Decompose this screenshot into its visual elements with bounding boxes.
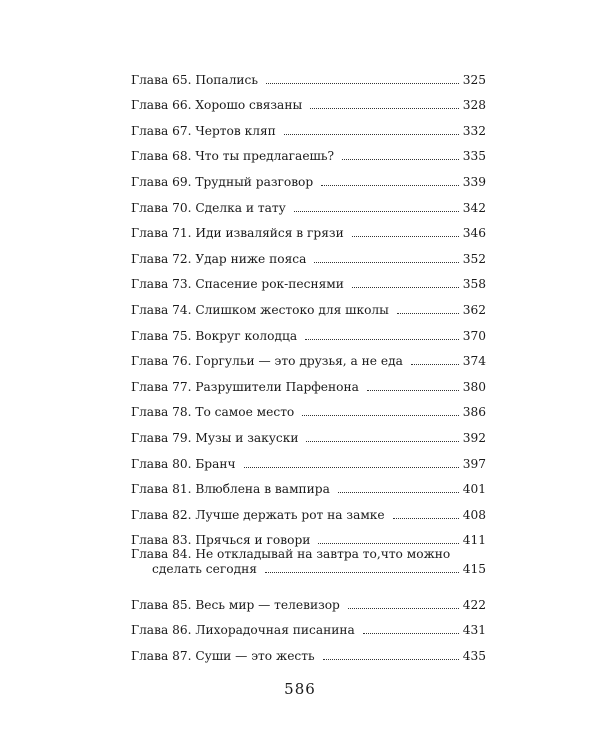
toc-entry xyxy=(131,318,486,344)
dot-leader xyxy=(363,632,459,634)
toc-entry-page: 435 xyxy=(462,649,486,664)
dot-leader xyxy=(352,286,459,288)
toc-entry-title: Глава 76. Горгульи — это друзья, а не еда xyxy=(131,354,403,369)
dot-leader xyxy=(342,158,459,160)
toc-entry xyxy=(131,113,486,139)
dot-leader xyxy=(397,312,459,314)
toc-entry-title: Глава 74. Слишком жестоко для школы xyxy=(131,302,389,317)
toc-entry-title: Глава 70. Сделка и тату xyxy=(131,200,286,215)
toc-entry xyxy=(131,420,486,446)
toc-entry-page: 335 xyxy=(462,149,486,164)
toc-entry-title: Глава 73. Спасение рок-песнями xyxy=(131,277,344,292)
toc-entry-title: Глава 68. Что ты предлагаешь? xyxy=(131,149,335,164)
toc-entry-title: Глава 84. Не откладывай на завтра то,что можно xyxy=(131,547,451,562)
toc-entry xyxy=(131,267,486,293)
toc-entry-page: 342 xyxy=(462,200,486,215)
toc-entry-title: Глава 82. Лучше держать рот на замке xyxy=(131,507,385,522)
toc-entry-page: 408 xyxy=(462,507,486,522)
toc-entry-page: 352 xyxy=(462,251,486,266)
toc-entry xyxy=(131,523,486,549)
toc-entry xyxy=(131,547,486,587)
toc-entry-title: Глава 85. Весь мир — телевизор xyxy=(131,597,340,612)
toc-entry-page: 374 xyxy=(462,354,486,369)
toc-entry-page: 332 xyxy=(462,123,486,138)
toc-entry-page: 422 xyxy=(462,597,486,612)
toc-entry-title-continued: сделать сегодня xyxy=(152,562,257,577)
toc-entry xyxy=(131,613,486,639)
page-number: 586 xyxy=(284,680,316,698)
toc-entry-page: 380 xyxy=(462,379,486,394)
toc-entry-page: 397 xyxy=(462,456,486,471)
toc-entry-page: 362 xyxy=(462,302,486,317)
dot-leader xyxy=(348,607,459,609)
toc-entry xyxy=(131,139,486,165)
toc-entry-title: Глава 80. Бранч xyxy=(131,456,236,471)
dot-leader xyxy=(318,542,458,544)
toc-entries xyxy=(131,62,486,548)
toc-entry xyxy=(131,638,486,664)
dot-leader xyxy=(284,133,459,135)
table-of-contents xyxy=(131,62,486,664)
dot-leader xyxy=(352,235,459,237)
toc-entries xyxy=(131,587,486,664)
dot-leader xyxy=(314,261,458,263)
dot-leader xyxy=(244,466,459,468)
toc-entry-title: Глава 67. Чертов кляп xyxy=(131,123,276,138)
toc-entry xyxy=(131,497,486,523)
toc-entry-page: 392 xyxy=(462,430,486,445)
toc-entry-title: Глава 81. Влюблена в вампира xyxy=(131,482,330,497)
toc-entry-page: 358 xyxy=(462,277,486,292)
dot-leader xyxy=(306,440,458,442)
toc-entry-page: 346 xyxy=(462,226,486,241)
toc-entry xyxy=(131,241,486,267)
toc-entry-page: 339 xyxy=(462,174,486,189)
dot-leader xyxy=(310,107,459,109)
toc-entry xyxy=(131,395,486,421)
dot-leader xyxy=(294,210,459,212)
toc-entry xyxy=(131,164,486,190)
toc-entry-title: Глава 69. Трудный разговор xyxy=(131,174,314,189)
toc-entry-page: 411 xyxy=(462,533,486,548)
toc-entry-page: 431 xyxy=(462,623,486,638)
toc-entry xyxy=(131,446,486,472)
toc-entry-title: Глава 77. Разрушители Парфенона xyxy=(131,379,359,394)
toc-entry-title: Глава 72. Удар ниже пояса xyxy=(131,251,307,266)
dot-leader xyxy=(302,414,458,416)
toc-entry xyxy=(131,88,486,114)
toc-entry-title: Глава 87. Суши — это жесть xyxy=(131,649,315,664)
toc-entry xyxy=(131,472,486,498)
dot-leader xyxy=(393,517,459,519)
toc-entry-page: 415 xyxy=(462,562,486,577)
toc-entry xyxy=(131,62,486,88)
toc-entry-page: 386 xyxy=(462,405,486,420)
toc-entry-title: Глава 78. То самое место xyxy=(131,405,295,420)
toc-entry xyxy=(131,216,486,242)
toc-entry-title: Глава 71. Иди изваляйся в грязи xyxy=(131,226,344,241)
toc-entry-title: Глава 66. Хорошо связаны xyxy=(131,98,303,113)
dot-leader xyxy=(411,363,459,365)
dot-leader xyxy=(367,389,459,391)
dot-leader xyxy=(305,338,459,340)
toc-entry xyxy=(131,587,486,613)
dot-leader xyxy=(321,184,459,186)
toc-entry-page: 325 xyxy=(462,72,486,87)
toc-entry xyxy=(131,369,486,395)
toc-entry-title: Глава 75. Вокруг колодца xyxy=(131,328,298,343)
toc-entry xyxy=(131,344,486,370)
toc-entry-page: 370 xyxy=(462,328,486,343)
toc-entry-title: Глава 79. Музы и закуски xyxy=(131,430,299,445)
toc-entry xyxy=(131,292,486,318)
toc-entry-title: Глава 83. Прячься и говори xyxy=(131,533,311,548)
toc-entry-page: 328 xyxy=(462,98,486,113)
toc-entry-page: 401 xyxy=(462,482,486,497)
toc-entry-title: Глава 65. Попались xyxy=(131,72,259,87)
dot-leader xyxy=(265,571,459,573)
toc-entry xyxy=(131,190,486,216)
dot-leader xyxy=(266,82,459,84)
dot-leader xyxy=(323,658,459,660)
toc-entry-title: Глава 86. Лихорадочная писанина xyxy=(131,623,355,638)
dot-leader xyxy=(338,491,459,493)
